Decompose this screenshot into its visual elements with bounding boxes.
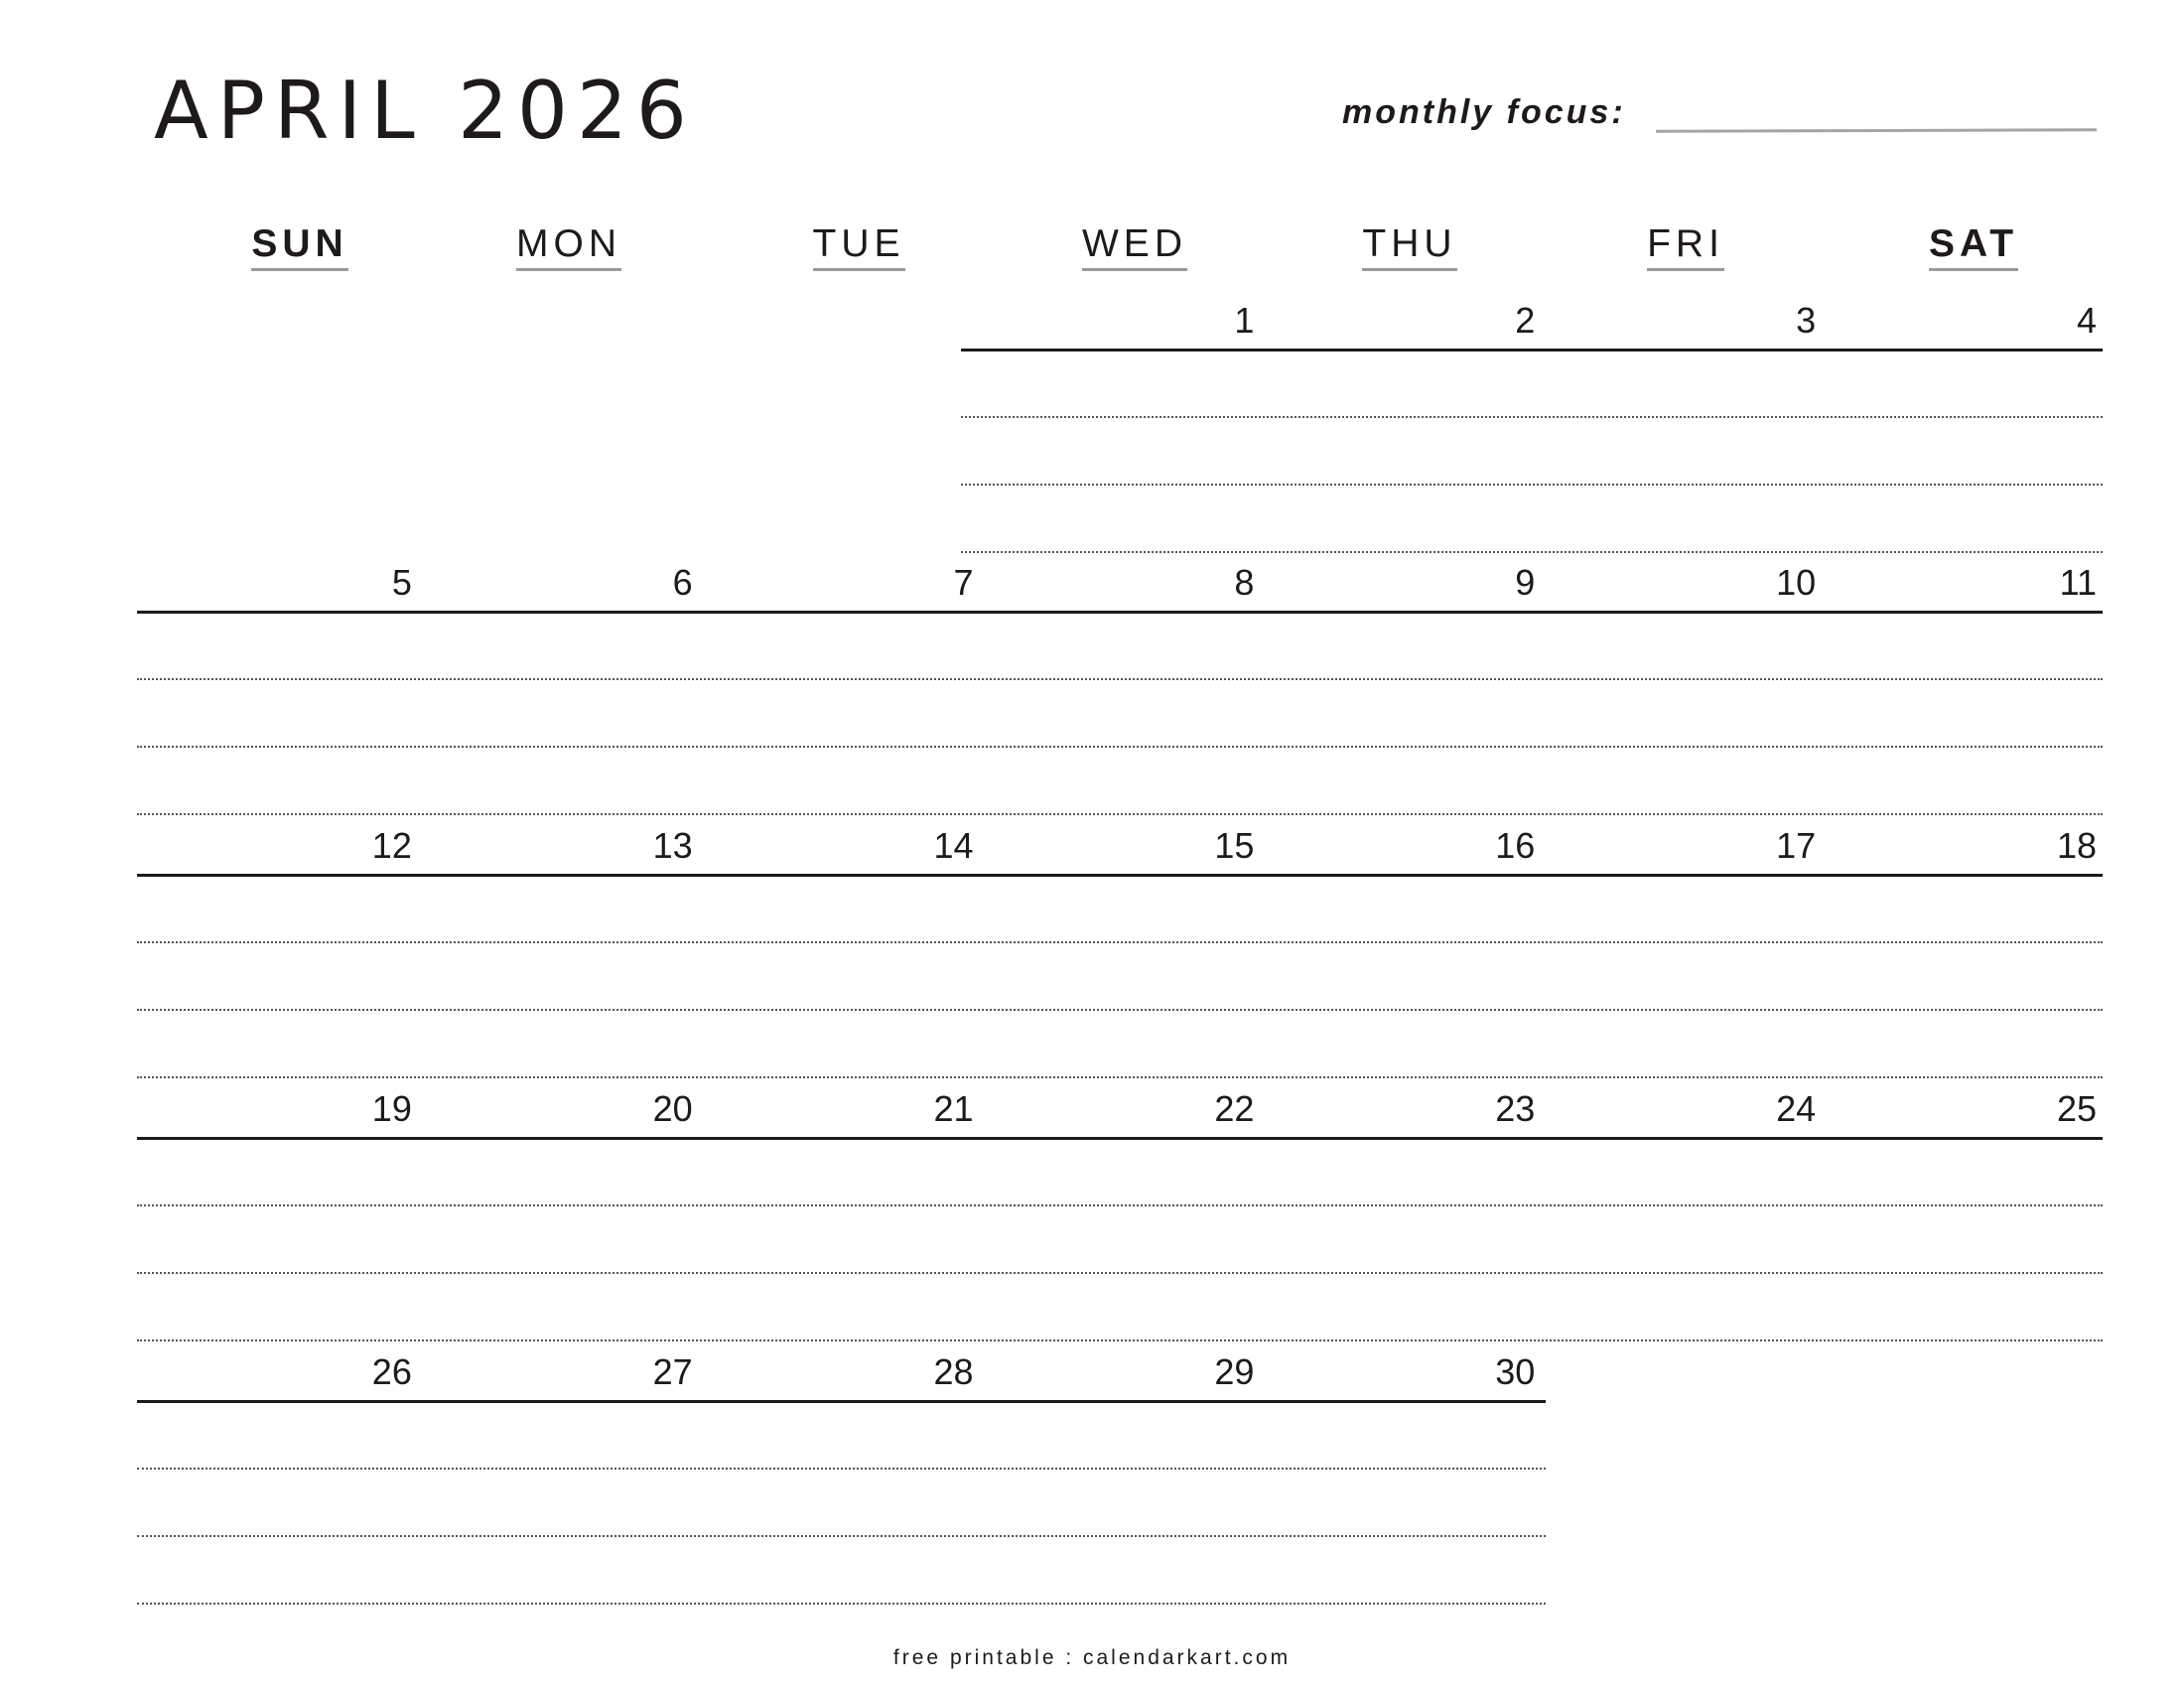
day-number: 22 bbox=[1214, 1088, 1255, 1129]
note-writing-line[interactable] bbox=[137, 941, 2103, 943]
weekday-label: TUE bbox=[813, 224, 905, 271]
day-number: 9 bbox=[1515, 562, 1536, 603]
weekday-label: THU bbox=[1362, 224, 1456, 271]
day-number: 16 bbox=[1495, 825, 1536, 866]
note-writing-line[interactable] bbox=[961, 551, 2103, 553]
day-number: 5 bbox=[391, 562, 412, 603]
note-writing-line[interactable] bbox=[137, 1204, 2103, 1206]
day-number: 19 bbox=[371, 1088, 412, 1129]
note-writing-line[interactable] bbox=[137, 1272, 2103, 1274]
day-number: 18 bbox=[2056, 825, 2097, 866]
weekday-fri bbox=[1557, 224, 1815, 271]
weekday-tue bbox=[730, 224, 988, 271]
day-number: 28 bbox=[933, 1351, 974, 1392]
day-number: 23 bbox=[1495, 1088, 1536, 1129]
footer-credit: free printable : calendarkart.com bbox=[892, 1646, 1292, 1669]
week-divider-line bbox=[137, 1400, 1546, 1403]
weekday-label: WED bbox=[1082, 224, 1187, 271]
monthly-focus-writing-line[interactable] bbox=[1656, 128, 2097, 132]
note-writing-line[interactable] bbox=[137, 1339, 2103, 1341]
day-number: 8 bbox=[1234, 562, 1255, 603]
page-title: APRIL 2026 bbox=[154, 65, 696, 157]
day-number: 25 bbox=[2056, 1088, 2097, 1129]
week-divider-line bbox=[961, 349, 2103, 352]
day-number: 6 bbox=[672, 562, 693, 603]
note-writing-line[interactable] bbox=[961, 484, 2103, 486]
day-number: 3 bbox=[1796, 300, 1817, 341]
week-divider-line bbox=[137, 874, 2103, 877]
weekday-mon bbox=[440, 224, 698, 271]
weekday-label: MON bbox=[516, 224, 621, 271]
day-number: 10 bbox=[1776, 562, 1817, 603]
day-number: 7 bbox=[953, 562, 974, 603]
day-number: 17 bbox=[1776, 825, 1817, 866]
week-divider-line bbox=[137, 1137, 2103, 1140]
day-number: 13 bbox=[652, 825, 693, 866]
note-writing-line[interactable] bbox=[137, 746, 2103, 748]
day-number: 20 bbox=[652, 1088, 693, 1129]
day-number: 15 bbox=[1214, 825, 1255, 866]
day-number: 21 bbox=[933, 1088, 974, 1129]
note-writing-line[interactable] bbox=[137, 1468, 1546, 1470]
day-number: 4 bbox=[2076, 300, 2097, 341]
monthly-focus-label: monthly focus: bbox=[1342, 93, 1626, 131]
day-number: 2 bbox=[1515, 300, 1536, 341]
note-writing-line[interactable] bbox=[137, 1009, 2103, 1011]
day-number: 11 bbox=[2059, 562, 2097, 603]
weekday-sat bbox=[1844, 224, 2103, 271]
note-writing-line[interactable] bbox=[137, 1603, 1546, 1605]
day-number: 30 bbox=[1495, 1351, 1536, 1392]
weekday-wed bbox=[1006, 224, 1264, 271]
weekday-thu bbox=[1281, 224, 1539, 271]
weekday-label: SUN bbox=[251, 224, 347, 271]
day-number: 24 bbox=[1776, 1088, 1817, 1129]
weekday-label: SAT bbox=[1929, 224, 2018, 271]
day-number: 29 bbox=[1214, 1351, 1255, 1392]
week-divider-line bbox=[137, 611, 2103, 614]
note-writing-line[interactable] bbox=[137, 813, 2103, 815]
weekday-label: FRI bbox=[1647, 224, 1724, 271]
note-writing-line[interactable] bbox=[137, 1076, 2103, 1078]
note-writing-line[interactable] bbox=[137, 678, 2103, 680]
weekday-sun bbox=[171, 224, 429, 271]
note-writing-line[interactable] bbox=[961, 416, 2103, 418]
day-number: 26 bbox=[371, 1351, 412, 1392]
day-number: 27 bbox=[652, 1351, 693, 1392]
note-writing-line[interactable] bbox=[137, 1535, 1546, 1537]
day-number: 14 bbox=[933, 825, 974, 866]
day-number: 1 bbox=[1234, 300, 1255, 341]
day-number: 12 bbox=[371, 825, 412, 866]
